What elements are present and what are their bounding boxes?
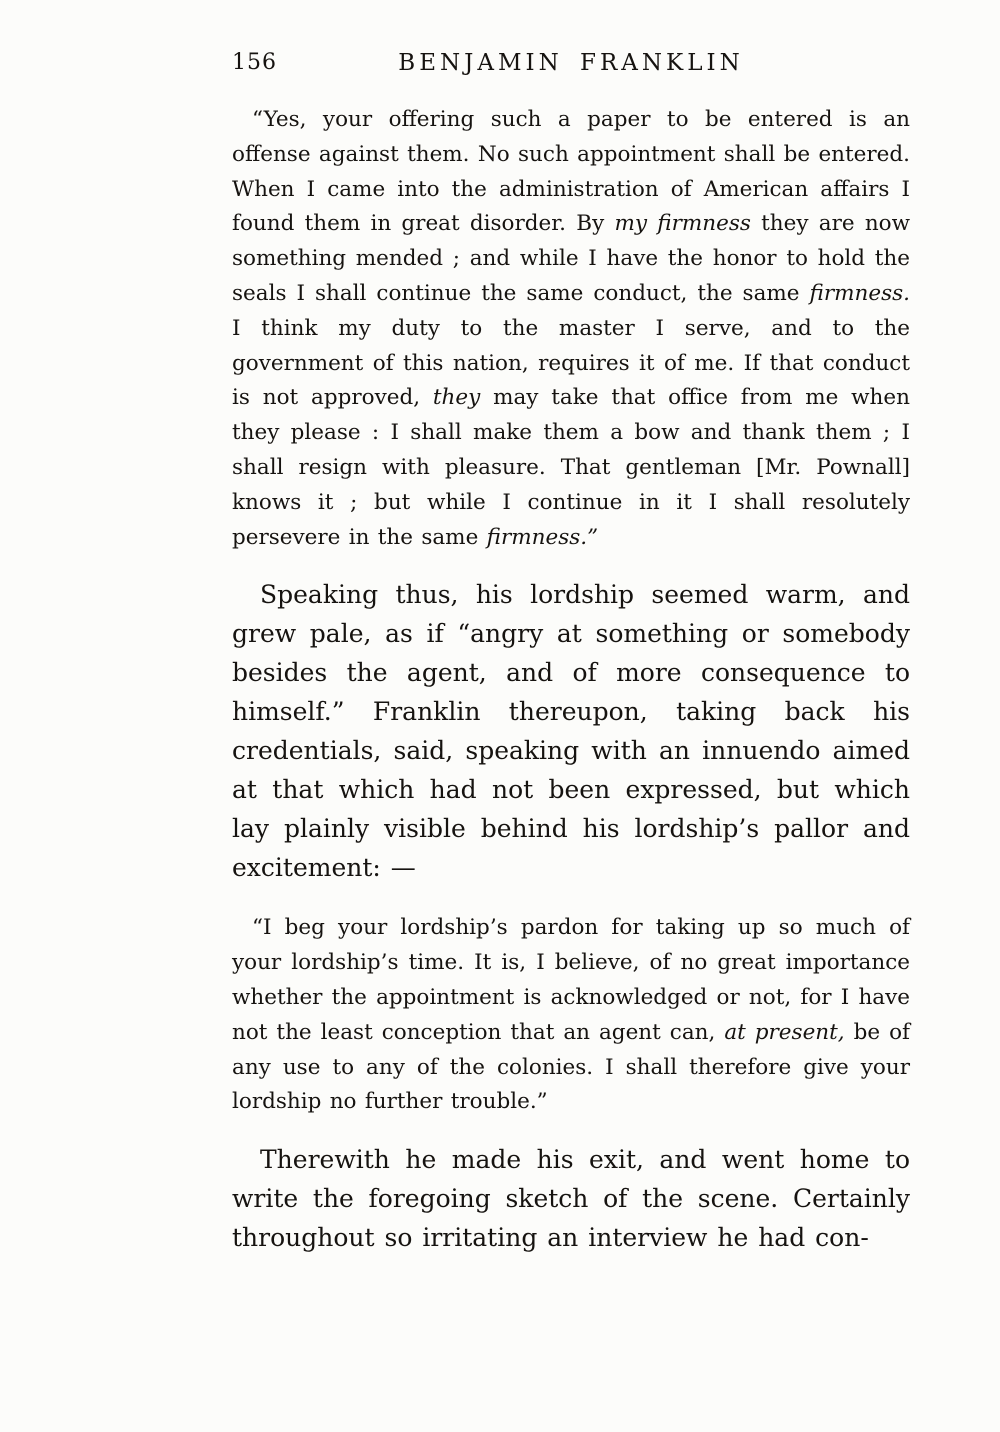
text-block [232, 103, 910, 1257]
running-title: BENJAMIN FRANKLIN [398, 50, 744, 76]
paragraph-extract-2: “I beg your lordship’s pardon for taking up so much of your lordship’s time. It is, I believe, of no great importance whether the appointment is acknowledged or not, for I have not the least conception that an agent can, at present, be of any use to any of the colonies. I shall therefore give your lordship no further trouble.” [232, 915, 910, 1115]
page-header [232, 50, 910, 80]
page-number: 156 [232, 50, 277, 75]
paragraph-body-1: Speaking thus, his lordship seemed warm, and grew pale, as if “angry at something or somebody besides the agent, and of more consequence to himself.” Franklin thereupon, taking back his credentials, said, speaking with an innuendo aimed at that which had not been expressed, but which lay plainly visible behind his lordship’s pallor and excitement: — [232, 580, 910, 883]
paragraph-body-2: Therewith he made his exit, and went home to write the foregoing sketch of the scene. Certainly throughout so irritating an interview he had con- [232, 1145, 910, 1253]
paragraph-extract-1: “Yes, your offering such a paper to be entered is an offense against them. No such appointment shall be entered. When I came into the administration of American affairs I found them in great disorder. By my firmness they are now something mended ; and while I have the honor to hold the seals I shall continue the same conduct, the same firmness. I think my duty to the master I serve, and to the government of this nation, requires it of me. If that conduct is not approved, they may take that office from me when they please : I shall make them a bow and thank them ; I shall resign with pleasure. That gentleman [Mr. Pownall] knows it ; but while I continue in it I shall resolutely persevere in the same firmness.” [232, 107, 911, 550]
